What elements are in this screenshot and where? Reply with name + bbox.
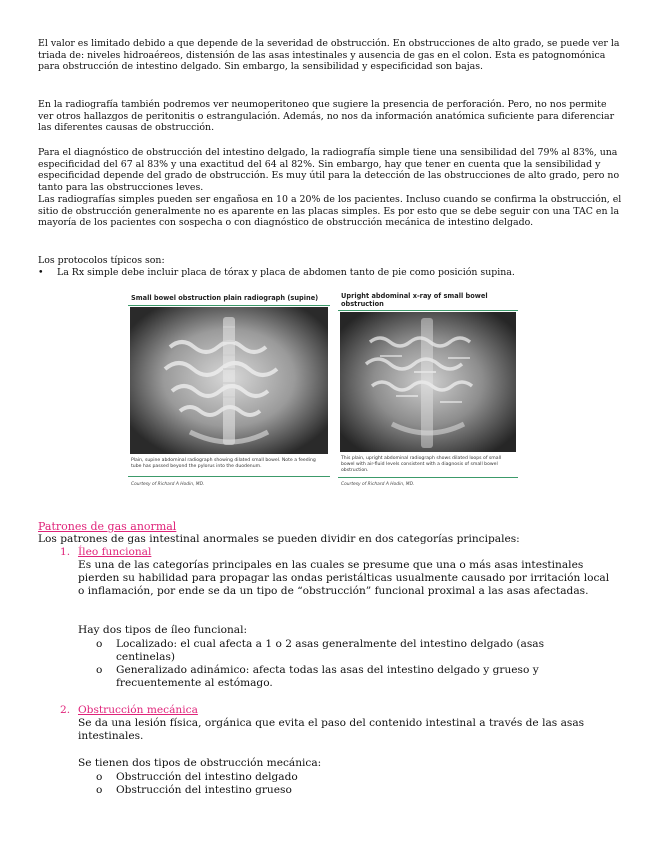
- item-types-intro-obstruccion: Se tienen dos tipos de obstrucción mecánica:: [78, 757, 322, 769]
- figure-credit: Courtesy of Richard A Hodin, MD.: [131, 482, 205, 487]
- paragraph-sensitivity: Para el diagnóstico de obstrucción del intestino delgado, la radiografía simple tiene una sensibilidad del 79% al 83%, una especificidad del 67 al 83% y una exactitud del 64 al 82%. Sin embargo, hay que tener en cuenta que la sensibilidad y especificidad depende del grado de obstrucción. Es muy útil para la detección de las obstrucciones de alto grado, pero no tanto para las obstrucciones leves.: [38, 147, 620, 193]
- item-body-obstruccion: Se da una lesión física, orgánica que evita el paso del contenido intestinal a través de las asas intestinales.: [78, 717, 585, 742]
- item-number: 2.: [60, 704, 71, 716]
- item-types-intro-ileo: Hay dos tipos de íleo funcional:: [78, 624, 248, 636]
- xray-graphic: [340, 312, 516, 452]
- item-body-ileo: Es una de las categorías principales en las cuales se presume que una o más asas intestinales pierden su habilidad para propagar las ondas peristálticas usualmente causado por irritación local o inflamación, por ende se da un tipo de “obstrucción” funcional proximal a las asas afectadas.: [78, 559, 610, 597]
- sub-bullet-symbol: o: [96, 664, 103, 676]
- sub-bullet-symbol: o: [96, 638, 103, 650]
- figure-caption: Plain, supine abdominal radiograph showing dilated small bowel. Note a feeding tube has passed beyond the pylorus into the duodenum.: [131, 458, 316, 469]
- item-title-ileo: Íleo funcional: [78, 546, 152, 558]
- item-title-obstruccion: Obstrucción mecánica: [78, 704, 198, 716]
- figure-upright: [338, 290, 518, 497]
- bullet-text: La Rx simple debe incluir placa de tórax y placa de abdomen tanto de pie como posición supina.: [57, 267, 515, 278]
- figure-title: Upright abdominal x-ray of small bowel obstruction: [341, 292, 488, 308]
- xray-image-upright: [340, 312, 516, 452]
- type-generalizado: Generalizado adinámico: afecta todas las asas del intestino delgado y grueso y frecuentemente al estómago.: [116, 664, 539, 689]
- item-number: 1.: [60, 546, 71, 558]
- paragraph-protocols: Los protocolos típicos son:: [38, 255, 165, 266]
- figure-rule-bottom: [338, 477, 518, 478]
- type-grueso: Obstrucción del intestino grueso: [116, 784, 292, 796]
- bullet-symbol: •: [38, 267, 44, 278]
- figure-rule-bottom: [128, 476, 330, 477]
- figure-title: Small bowel obstruction plain radiograph (supine): [131, 294, 319, 302]
- paragraph-severity: El valor es limitado debido a que depende de la severidad de obstrucción. En obstrucciones de alto grado, se puede ver la triada de: niveles hidroaéreos, distensión de las asas intestinales y ausencia de gas en el colon. Esta es patognomónica para obstrucción de intestino delgado. Sin embargo, la sensibilidad y especificidad son bajas.: [38, 38, 620, 73]
- sub-bullet-symbol: o: [96, 771, 103, 783]
- section-intro: Los patrones de gas intestinal anormales se pueden dividir en dos categorías principales:: [38, 533, 520, 545]
- figure-supine: [128, 292, 330, 497]
- figure-rule: [128, 305, 330, 306]
- figure-caption: This plain, upright abdominal radiograph shows dilated loops of small bowel with air-fluid levels consistent with a diagnosis of small bowel obstruction.: [341, 456, 502, 473]
- section-heading: Patrones de gas anormal: [38, 520, 177, 533]
- figure-credit: Courtesy of Richard A Hodin, MD.: [341, 482, 415, 487]
- type-delgado: Obstrucción del intestino delgado: [116, 771, 298, 783]
- sub-bullet-symbol: o: [96, 784, 103, 796]
- figure-rule: [338, 310, 518, 311]
- paragraph-misleading: Las radiografías simples pueden ser engañosa en 10 a 20% de los pacientes. Incluso cuando se confirma la obstrucción, el sitio de obstrucción generalmente no es aparente en las placas simples. Es por esto que se debe seguir con una TAC en la mayoría de los pacientes con sospecha o con diagnóstico de obstrucción mecánica de intestino delgado.: [38, 194, 622, 229]
- xray-image-supine: [130, 307, 328, 454]
- xray-graphic: [130, 307, 328, 454]
- type-localizado: Localizado: el cual afecta a 1 o 2 asas generalmente del intestino delgado (asas centinelas): [116, 638, 545, 663]
- paragraph-pneumoperitoneum: En la radiografía también podremos ver neumoperitoneo que sugiere la presencia de perforación. Pero, no nos permite ver otros hallazgos de peritonitis o estrangulación. Además, no nos da información anatómica suficiente para diferenciar las diferentes causas de obstrucción.: [38, 99, 615, 134]
